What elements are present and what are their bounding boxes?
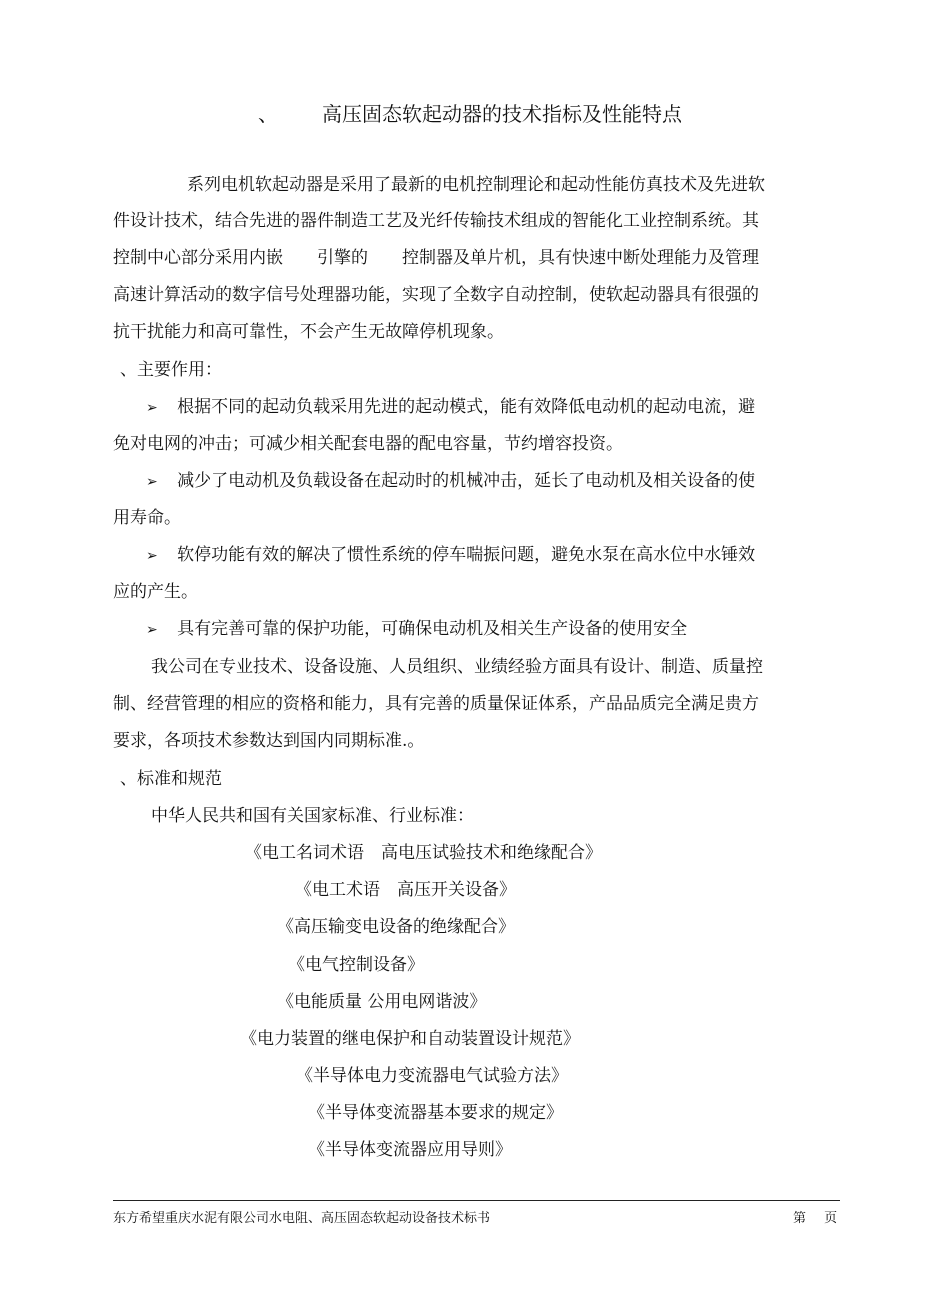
bullet-item xyxy=(146,540,755,565)
bullet-item xyxy=(146,466,755,491)
footer-divider xyxy=(113,1200,840,1201)
standards-heading: 、标准和规范 xyxy=(120,769,222,789)
bullet-text-cont: 应的产生。 xyxy=(113,582,198,602)
standard-item: 《电工术语 高压开关设备》 xyxy=(295,880,516,900)
company-line-3: 要求，各项技术参数达到国内同期标准.。 xyxy=(113,731,425,751)
bullet-text: 软停功能有效的解决了惯性系统的停车喘振问题，避免水泵在高水位中水锤效 xyxy=(177,545,756,565)
section-title-text: 高压固态软起动器的技术指标及性能特点 xyxy=(322,102,682,126)
standard-item: 《电工名词术语 高电压试验技术和绝缘配合》 xyxy=(245,843,602,863)
bullet-text-cont: 免对电网的冲击；可减少相关配套电器的配电容量，节约增容投资。 xyxy=(113,434,623,454)
section-title-number: 、 xyxy=(258,102,278,126)
bullet-item xyxy=(146,392,755,417)
bullet-text: 根据不同的起动负载采用先进的起动模式，能有效降低电动机的起动电流，避 xyxy=(177,397,756,417)
footer-document-title: 东方希望重庆水泥有限公司水电阻、高压固态软起动设备技术标书 xyxy=(113,1211,491,1226)
arrow-bullet-icon: ➢ xyxy=(146,474,158,490)
arrow-bullet-icon: ➢ xyxy=(146,548,158,564)
standard-item: 《高压输变电设备的绝缘配合》 xyxy=(277,917,515,937)
standard-item: 《电能质量 公用电网谐波》 xyxy=(277,992,487,1012)
bullet-text-cont: 用寿命。 xyxy=(113,508,181,528)
company-line-1: 我公司在专业技术、设备设施、人员组织、业绩经验方面具有设计、制造、质量控 xyxy=(151,657,763,677)
intro-line-2: 件设计技术，结合先进的器件制造工艺及光纤传输技术组成的智能化工业控制系统。其 xyxy=(113,211,759,231)
bullet-item xyxy=(146,614,687,639)
standards-intro: 中华人民共和国有关国家标准、行业标准： xyxy=(151,806,474,826)
standard-item: 《半导体变流器基本要求的规定》 xyxy=(308,1103,563,1123)
functions-heading: 、主要作用： xyxy=(120,360,222,380)
standard-item: 《电力装置的继电保护和自动装置设计规范》 xyxy=(240,1029,580,1049)
bullet-text: 具有完善可靠的保护功能，可确保电动机及相关生产设备的使用安全 xyxy=(177,619,688,639)
intro-line-1: 系列电机软起动器是采用了最新的电机控制理论和起动性能仿真技术及先进软 xyxy=(187,175,765,195)
standard-item: 《电气控制设备》 xyxy=(288,955,424,975)
intro-line-5: 抗干扰能力和高可靠性，不会产生无故障停机现象。 xyxy=(113,322,504,342)
footer-page-number: 第 页 xyxy=(793,1211,838,1226)
intro-line-3: 控制中心部分采用内嵌 引擎的 控制器及单片机，具有快速中断处理能力及管理 xyxy=(113,248,759,268)
bullet-text: 减少了电动机及负载设备在起动时的机械冲击，延长了电动机及相关设备的使 xyxy=(177,471,756,491)
standard-item: 《半导体电力变流器电气试验方法》 xyxy=(296,1066,568,1086)
arrow-bullet-icon: ➢ xyxy=(146,622,158,638)
company-line-2: 制、经营管理的相应的资格和能力，具有完善的质量保证体系，产品品质完全满足贵方 xyxy=(113,694,759,714)
intro-line-4: 高速计算活动的数字信号处理器功能，实现了全数字自动控制，使软起动器具有很强的 xyxy=(113,285,759,305)
standard-item: 《半导体变流器应用导则》 xyxy=(308,1140,512,1160)
arrow-bullet-icon: ➢ xyxy=(146,400,158,416)
